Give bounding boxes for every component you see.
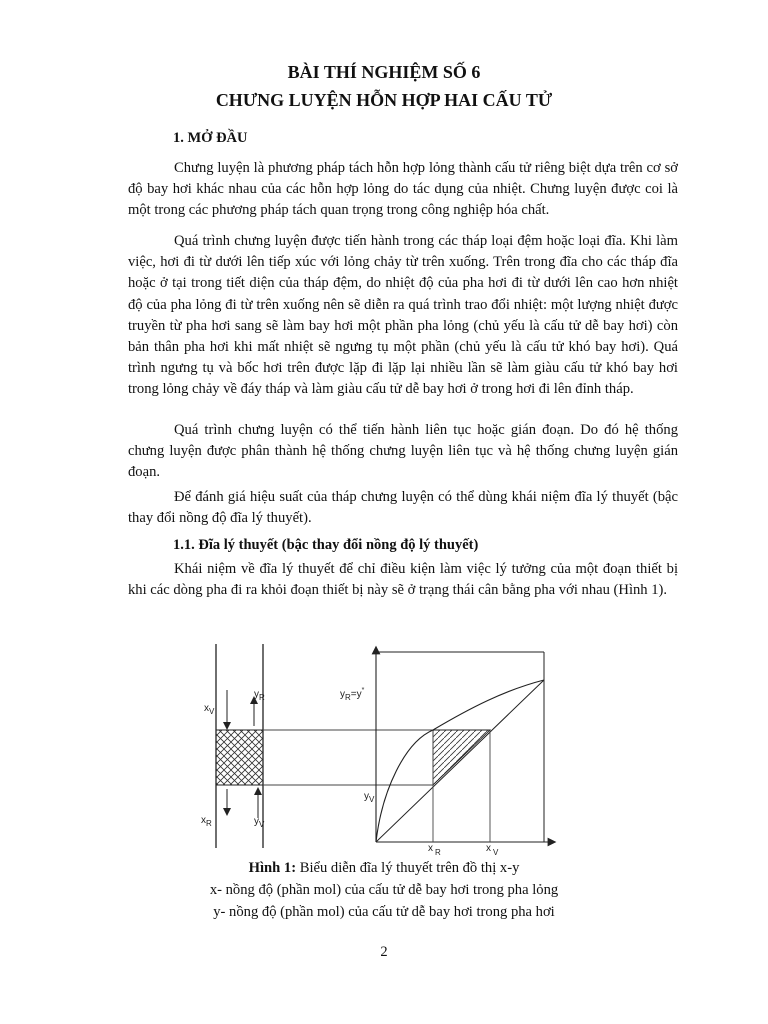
paragraph-5: Khái niệm về đĩa lý thuyết để chỉ điều kiện làm việc lý tưởng của một đoạn thiết bị khi các dòng pha đi ra khỏi đoạn thiết bị này sẽ ở trạng thái cân bằng pha với nhau (Hình 1).: [128, 561, 678, 599]
label-xR-axis: x $_R$: [428, 843, 441, 855]
title-line-2: CHƯNG LUYỆN HỖN HỢP HAI CẤU TỬ: [215, 90, 553, 110]
caption-line-3: y- nồng độ (phần mol) của cấu tử dễ bay hơi trong pha hơi: [213, 904, 555, 920]
theoretical-plate-figure: [190, 640, 610, 855]
section-1-1-heading: 1.1. Đĩa lý thuyết (bậc thay đổi nồng độ lý thuyết): [173, 537, 479, 553]
caption-line-2: x- nồng độ (phần mol) của cấu tử dễ bay hơi trong pha lỏng: [209, 882, 559, 898]
caption-label: Hình 1:: [248, 860, 297, 876]
label-xV-left: $x_V$: [204, 703, 215, 716]
paragraph-2: Quá trình chưng luyện được tiến hành trong các tháp loại đệm hoặc loại đĩa. Khi làm việc, hơi đi từ dưới lên tiếp xúc với lỏng chảy từ trên xuống. Trên trong đĩa cho các tháp đĩa hoặc ở tại trong tiết diện của tháp đệm, do nhiệt độ của pha hơi đi từ dưới lên cao hơn nhiệt độ của pha lỏng đi từ trên xuống nên sẽ diễn ra quá trình trao đổi nhiệt: một lượng nhiệt được truyền từ pha hơi sang sẽ làm bay hơi một phần pha lỏng (chủ yếu là cấu tử dễ bay hơi) còn bản thân pha hơi khi mất nhiệt sẽ ngưng tụ một phần (chủ yếu là cấu tử khó bay hơi). Quá trình ngưng tụ và bốc hơi trên được lặp đi lặp lại nhiều lần sẽ làm giàu cấu tử khó bay hơi trong lỏng chảy về đáy tháp và làm giàu cấu tử dễ bay hơi ở trong hơi đi lên đỉnh tháp.: [128, 233, 678, 398]
label-xR-left: $x_R$: [201, 815, 212, 828]
plate-section: [216, 730, 263, 785]
paragraph-4: Để đánh giá hiệu suất của tháp chưng luyện có thể dùng khái niệm đĩa lý thuyết (bậc thay đổi nồng độ đĩa lý thuyết).: [128, 489, 678, 527]
figure-caption: [0, 858, 768, 879]
theoretical-plate-step: [433, 730, 490, 785]
label-yR-eq: $y_R=y^*$: [340, 687, 365, 702]
title-line-1: BÀI THÍ NGHIỆM SỐ 6: [287, 62, 481, 82]
caption-text: Biểu diễn đĩa lý thuyết trên đồ thị x-y: [296, 860, 520, 876]
paragraph-3: Quá trình chưng luyện có thể tiến hành liên tục hoặc gián đoạn. Do đó hệ thống chưng luyện được phân thành hệ thống chưng luyện liên tục và hệ thống chưng luyện gián đoạn.: [128, 422, 678, 481]
section-1-heading: 1. MỞ ĐẦU: [173, 130, 248, 146]
label-xV-axis: x $_V$: [486, 843, 499, 855]
label-yR-left: $y_R$: [254, 689, 265, 702]
label-yV-axis: $y_V$: [364, 791, 375, 804]
page-number: 2: [380, 944, 388, 960]
paragraph-1: Chưng luyện là phương pháp tách hỗn hợp lỏng thành cấu tử riêng biệt dựa trên cơ sở độ bay hơi khác nhau của các hỗn hợp lỏng do tác dụng của nhiệt. Chưng luyện được coi là một trong các phương pháp tách quan trọng trong công nghiệp hóa chất.: [128, 160, 678, 219]
label-yV-left: $y_V$: [254, 816, 265, 829]
